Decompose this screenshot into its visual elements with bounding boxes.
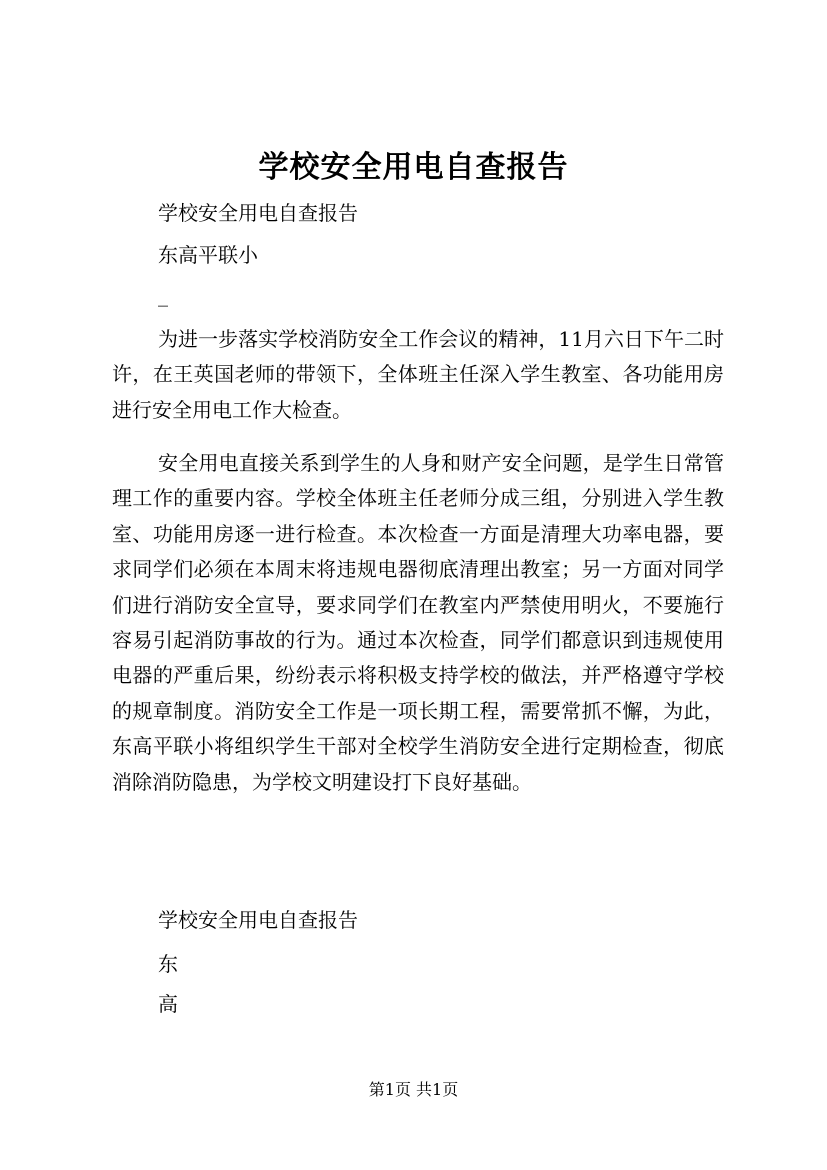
closing-char-1: 东 [158, 952, 178, 976]
separator-dash: _ [158, 283, 168, 307]
document-title: 学校安全用电自查报告 [258, 150, 569, 185]
closing-char-2: 高 [158, 992, 178, 1016]
paragraph-2: 安全用电直接关系到学生的人身和财产安全问题，是学生日常管理工作的重要内容。学校全体班主任老师分成三组，分别进入学生教室、功能用房逐一进行检查。本次检查一方面是清理大功率电器，要求同学们必须在本周末将违规电器彻底清理出教室；另一方面对同学们进行消防安全宣导，要求同学们在教室内严禁使用明火，不要施行容易引起消防事故的行为。通过本次检查，同学们都意识到违规使用电器的严重后果，纷纷表示将积极支持学校的做法，并严格遵守学校的规章制度。消防安全工作是一项长期工程，需要常抓不懈，为此，东高平联小将组织学生干部对全校学生消防安全进行定期检查，彻底消除消防隐患，为学校文明建设打下良好基础。 [112, 451, 724, 794]
paragraph-1: 为进一步落实学校消防安全工作会议的精神，11月六日下午二时许，在王英国老师的带领下，全体班主任深入学生教室、各功能用房进行安全用电工作大检查。 [112, 327, 724, 422]
page-footer: 第1页 共1页 [368, 1080, 459, 1099]
document-subtitle: 学校安全用电自查报告 [158, 201, 358, 225]
closing-title: 学校安全用电自查报告 [158, 908, 358, 932]
document-author: 东高平联小 [158, 243, 258, 267]
